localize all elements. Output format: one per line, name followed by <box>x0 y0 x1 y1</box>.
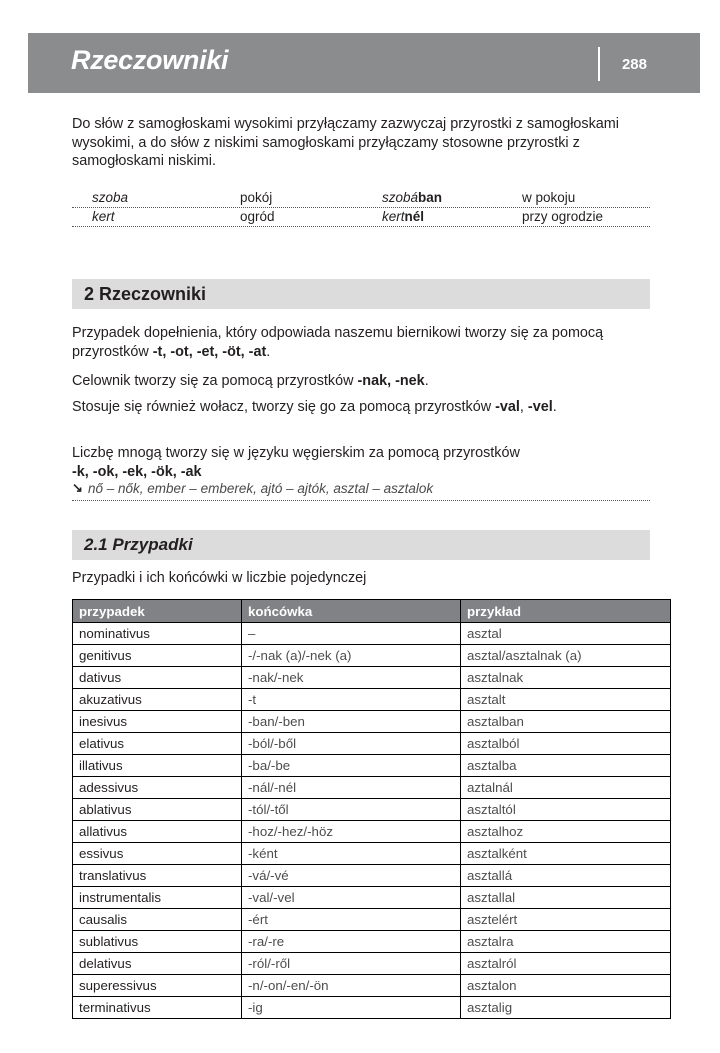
cell-example: asztalba <box>461 755 671 777</box>
cell-case: ablativus <box>73 799 242 821</box>
cell-case: elativus <box>73 733 242 755</box>
cell-ending: -nak/-nek <box>242 667 461 689</box>
cell-case: causalis <box>73 909 242 931</box>
paragraph-text: Stosuje się również wołacz, tworzy się go za pomocą przyrostków <box>72 399 496 415</box>
cases-table-body <box>73 623 671 1019</box>
cell-example: aztalnál <box>461 777 671 799</box>
subsection-heading-band <box>72 530 650 560</box>
paragraph-text: Celownik tworzy się za pomocą przyrostków <box>72 373 358 389</box>
page-number: 288 <box>621 56 647 73</box>
table-row <box>73 667 671 689</box>
paragraph-text-end: . <box>424 373 429 389</box>
cell-ending: – <box>242 623 461 645</box>
cell-case: delativus <box>73 953 242 975</box>
cell-case: akuzativus <box>73 689 242 711</box>
cases-table <box>72 599 671 1019</box>
section-heading-band <box>72 279 650 309</box>
paragraph-text: Przypadek dopełnienia, który odpowiada naszemu biernikowi tworzy się za pomocą przyrostków <box>72 325 604 360</box>
table-row <box>73 733 671 755</box>
cell-ending: -ként <box>242 843 461 865</box>
paragraph-text-end: . <box>552 399 557 415</box>
cell-case: essivus <box>73 843 242 865</box>
table-row <box>73 821 671 843</box>
table-row <box>73 777 671 799</box>
table-row <box>73 909 671 931</box>
cell-ending: -vá/-vé <box>242 865 461 887</box>
cell-example: asztallal <box>461 887 671 909</box>
cell-example: asztalra <box>461 931 671 953</box>
cell-ending: -ért <box>242 909 461 931</box>
table-row <box>73 711 671 733</box>
page-running-head <box>28 33 700 93</box>
suffix-vel: -vel <box>527 399 553 415</box>
cell-ending: -ban/-ben <box>242 711 461 733</box>
suffix-val: -val <box>495 399 520 415</box>
cell-ending: -tól/-től <box>242 799 461 821</box>
cell-example: asztalból <box>461 733 671 755</box>
example-suffix: ban <box>418 190 443 205</box>
cell-case: nominativus <box>73 623 242 645</box>
example-stem: szobá <box>382 190 419 205</box>
paragraph-separator: , <box>519 399 528 415</box>
table-row <box>73 755 671 777</box>
subsection-heading-text: 2.1 Przypadki <box>84 535 193 554</box>
suffix-list-dative: -nak, -nek <box>357 373 425 389</box>
cell-example: asztalban <box>461 711 671 733</box>
arrow-down-right-icon: ↘ <box>72 480 83 495</box>
table-row <box>73 931 671 953</box>
plural-example-text: nő – nők, ember – emberek, ajtó – ajtók, asztal – asztalok <box>88 481 434 496</box>
cell-example: asztalon <box>461 975 671 997</box>
example-row <box>72 208 650 227</box>
cases-table-head <box>73 600 671 623</box>
table-row <box>73 865 671 887</box>
intro-paragraph: Do słów z samogłoskami wysokimi przyłączamy zazwyczaj przyrostki z samogłoskami wysokimi, a do słów z niskimi samogłoskami przyłączamy stosowne przyrostki z samogłoskami niskimi. <box>72 116 619 169</box>
cell-ending: -ig <box>242 997 461 1019</box>
example-grid <box>72 189 650 227</box>
cell-ending: -t <box>242 689 461 711</box>
example-row <box>72 189 650 208</box>
table-row <box>73 623 671 645</box>
cell-example: asztal <box>461 623 671 645</box>
cell-ending: -/-nak (a)/-nek (a) <box>242 645 461 667</box>
cell-ending: -ba/-be <box>242 755 461 777</box>
column-header-case: przypadek <box>73 600 242 623</box>
cell-case: genitivus <box>73 645 242 667</box>
table-row <box>73 799 671 821</box>
cell-ending: -ból/-ből <box>242 733 461 755</box>
cell-example: asztalként <box>461 843 671 865</box>
table-row <box>73 997 671 1019</box>
suffix-list-accusative: -t, -ot, -et, -öt, -at <box>152 343 267 360</box>
example-hungarian-inflected <box>382 189 522 206</box>
section-heading-text: 2 Rzeczowniki <box>84 284 207 304</box>
example-hungarian: kert <box>92 209 115 224</box>
example-stem: kert <box>382 209 405 224</box>
cell-ending: -ra/-re <box>242 931 461 953</box>
paragraph-text-end: . <box>266 343 271 360</box>
paragraph-plural <box>72 444 650 481</box>
cell-example: asztal/asztalnak (a) <box>461 645 671 667</box>
cell-case: instrumentalis <box>73 887 242 909</box>
cell-case: inesivus <box>73 711 242 733</box>
header-divider <box>598 47 600 81</box>
table-row <box>73 843 671 865</box>
cell-case: adessivus <box>73 777 242 799</box>
cell-example: asztalt <box>461 689 671 711</box>
cell-example: asztaltól <box>461 799 671 821</box>
cell-example: asztalról <box>461 953 671 975</box>
cell-example: asztalig <box>461 997 671 1019</box>
plural-example-line <box>72 481 650 501</box>
example-hungarian-inflected <box>382 208 522 225</box>
table-row <box>73 887 671 909</box>
column-header-example: przykład <box>461 600 671 623</box>
cell-case: illativus <box>73 755 242 777</box>
table-header-row <box>73 600 671 623</box>
cell-example: asztalnak <box>461 667 671 689</box>
table-row <box>73 645 671 667</box>
paragraph-accusative <box>72 324 650 361</box>
example-polish: pokój <box>240 190 273 205</box>
cell-ending: -hoz/-hez/-höz <box>242 821 461 843</box>
example-polish: ogród <box>240 209 275 224</box>
cell-ending: -nál/-nél <box>242 777 461 799</box>
cell-ending: -n/-on/-en/-ön <box>242 975 461 997</box>
cell-example: asztallá <box>461 865 671 887</box>
table-row <box>73 689 671 711</box>
page-title: Rzeczowniki <box>71 45 229 75</box>
cell-ending: -val/-vel <box>242 887 461 909</box>
cell-example: asztalhoz <box>461 821 671 843</box>
table-caption: Przypadki i ich końcówki w liczbie pojedynczej <box>72 570 367 586</box>
cell-case: sublativus <box>73 931 242 953</box>
cell-case: allativus <box>73 821 242 843</box>
paragraph-text: Liczbę mnogą tworzy się w języku węgierskim za pomocą przyrostków <box>72 445 520 461</box>
paragraph-vocative <box>72 398 650 417</box>
table-row <box>73 953 671 975</box>
suffix-list-plural: -k, -ok, -ek, -ök, -ak <box>72 463 202 480</box>
cell-case: dativus <box>73 667 242 689</box>
cell-case: superessivus <box>73 975 242 997</box>
cell-ending: -ról/-ről <box>242 953 461 975</box>
cell-example: asztelért <box>461 909 671 931</box>
example-polish-inflected: w pokoju <box>522 190 576 205</box>
example-suffix: nél <box>404 209 425 224</box>
example-polish-inflected: przy ogrodzie <box>522 209 604 224</box>
cell-case: translativus <box>73 865 242 887</box>
column-header-ending: końcówka <box>242 600 461 623</box>
example-hungarian: szoba <box>92 190 129 205</box>
table-row <box>73 975 671 997</box>
cell-case: terminativus <box>73 997 242 1019</box>
paragraph-dative <box>72 372 650 391</box>
